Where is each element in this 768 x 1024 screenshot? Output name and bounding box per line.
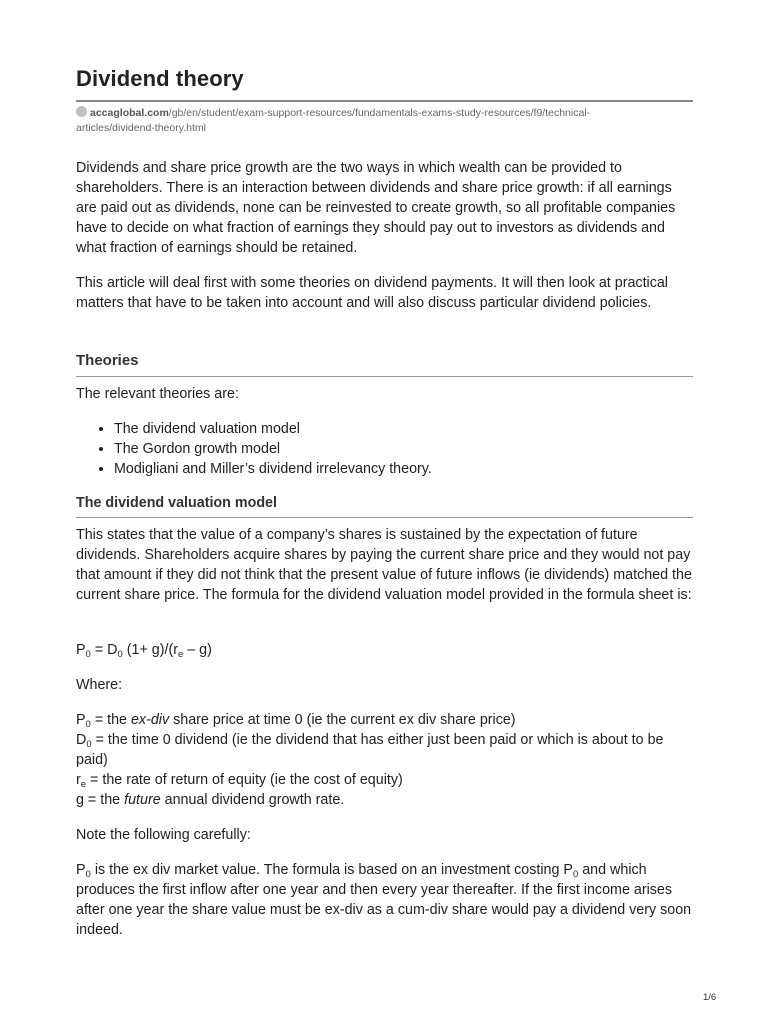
note-label: Note the following carefully: [76, 827, 251, 843]
theories-heading: Theories [76, 352, 139, 369]
dvm-paragraph: This states that the value of a company’s shares is sustained by the expectation of future dividends. Shareholders acquire shares by paying the current share price and they would not pay that amount if they did not think that the present value of future inflows (ie dividends) matched the current share price. The formula for the dividend valuation model provided in the formula sheet is: [76, 527, 692, 603]
intro-paragraph-2: This article will deal first with some theories on dividend payments. It will then look at practical matters that have to be taken into account and will also discuss particular dividend policies. [76, 275, 668, 311]
source-domain[interactable]: accaglobal.com [90, 107, 169, 119]
dvm-formula: $P_0 = D_0$ $(1+ g)/(r_e - g)$ [76, 642, 212, 660]
theories-rule [76, 376, 693, 377]
def-g: g = the future annual dividend growth rate. [76, 792, 345, 808]
page-title: Dividend theory [76, 66, 244, 91]
intro-paragraph-1: Dividends and share price growth are the two ways in which wealth can be provided to shareholders. There is an interaction between dividends and share price growth: if all earnings are paid out as dividends, none can be reinvested to create growth, so all profitable companies have to decide on what fraction of earnings they should pay out to investors as dividends and what fraction of earnings should be retained. [76, 160, 676, 256]
dvm-rule [76, 517, 693, 518]
def-d0: $D_0$ = the time 0 dividend (ie the dividend that has either just been paid or which is about to be paid) [76, 732, 664, 768]
definitions [76, 710, 693, 810]
globe-icon [76, 106, 87, 117]
source-path-1[interactable]: /gb/en/student/exam-support-resources/fundamentals-exams-study-resources/f9/technical- [168, 107, 591, 119]
theories-list [76, 419, 714, 479]
list-item: • Modigliani and Miller’s dividend irrelevancy theory. [114, 459, 714, 479]
def-p0: $P_0$ = the ex-div share price at time 0 (ie the current ex div share price) [76, 712, 516, 730]
theories-lead: The relevant theories are: [76, 386, 239, 402]
where-label: Where: [76, 677, 123, 693]
page-number: 1/6 [703, 992, 717, 1003]
source-url[interactable] [76, 106, 693, 136]
final-paragraph: $P_0$ is the ex div market value. The formula is based on an investment costing $P_0$ and which produces the first inflow after one year and then every year thereafter. If the first income arises after one year the share value must be ex-div as a cum-div share would pay a dividend very soon indeed. [76, 862, 692, 938]
list-item: • The dividend valuation model [114, 419, 714, 439]
def-re: $r_e$ = the rate of return of equity (ie the cost of equity) [76, 772, 403, 790]
list-item: • The Gordon growth model [114, 439, 714, 459]
dvm-heading: The dividend valuation model [76, 495, 277, 511]
source-path-2[interactable]: articles/dividend-theory.html [76, 122, 206, 134]
title-rule [76, 100, 693, 102]
